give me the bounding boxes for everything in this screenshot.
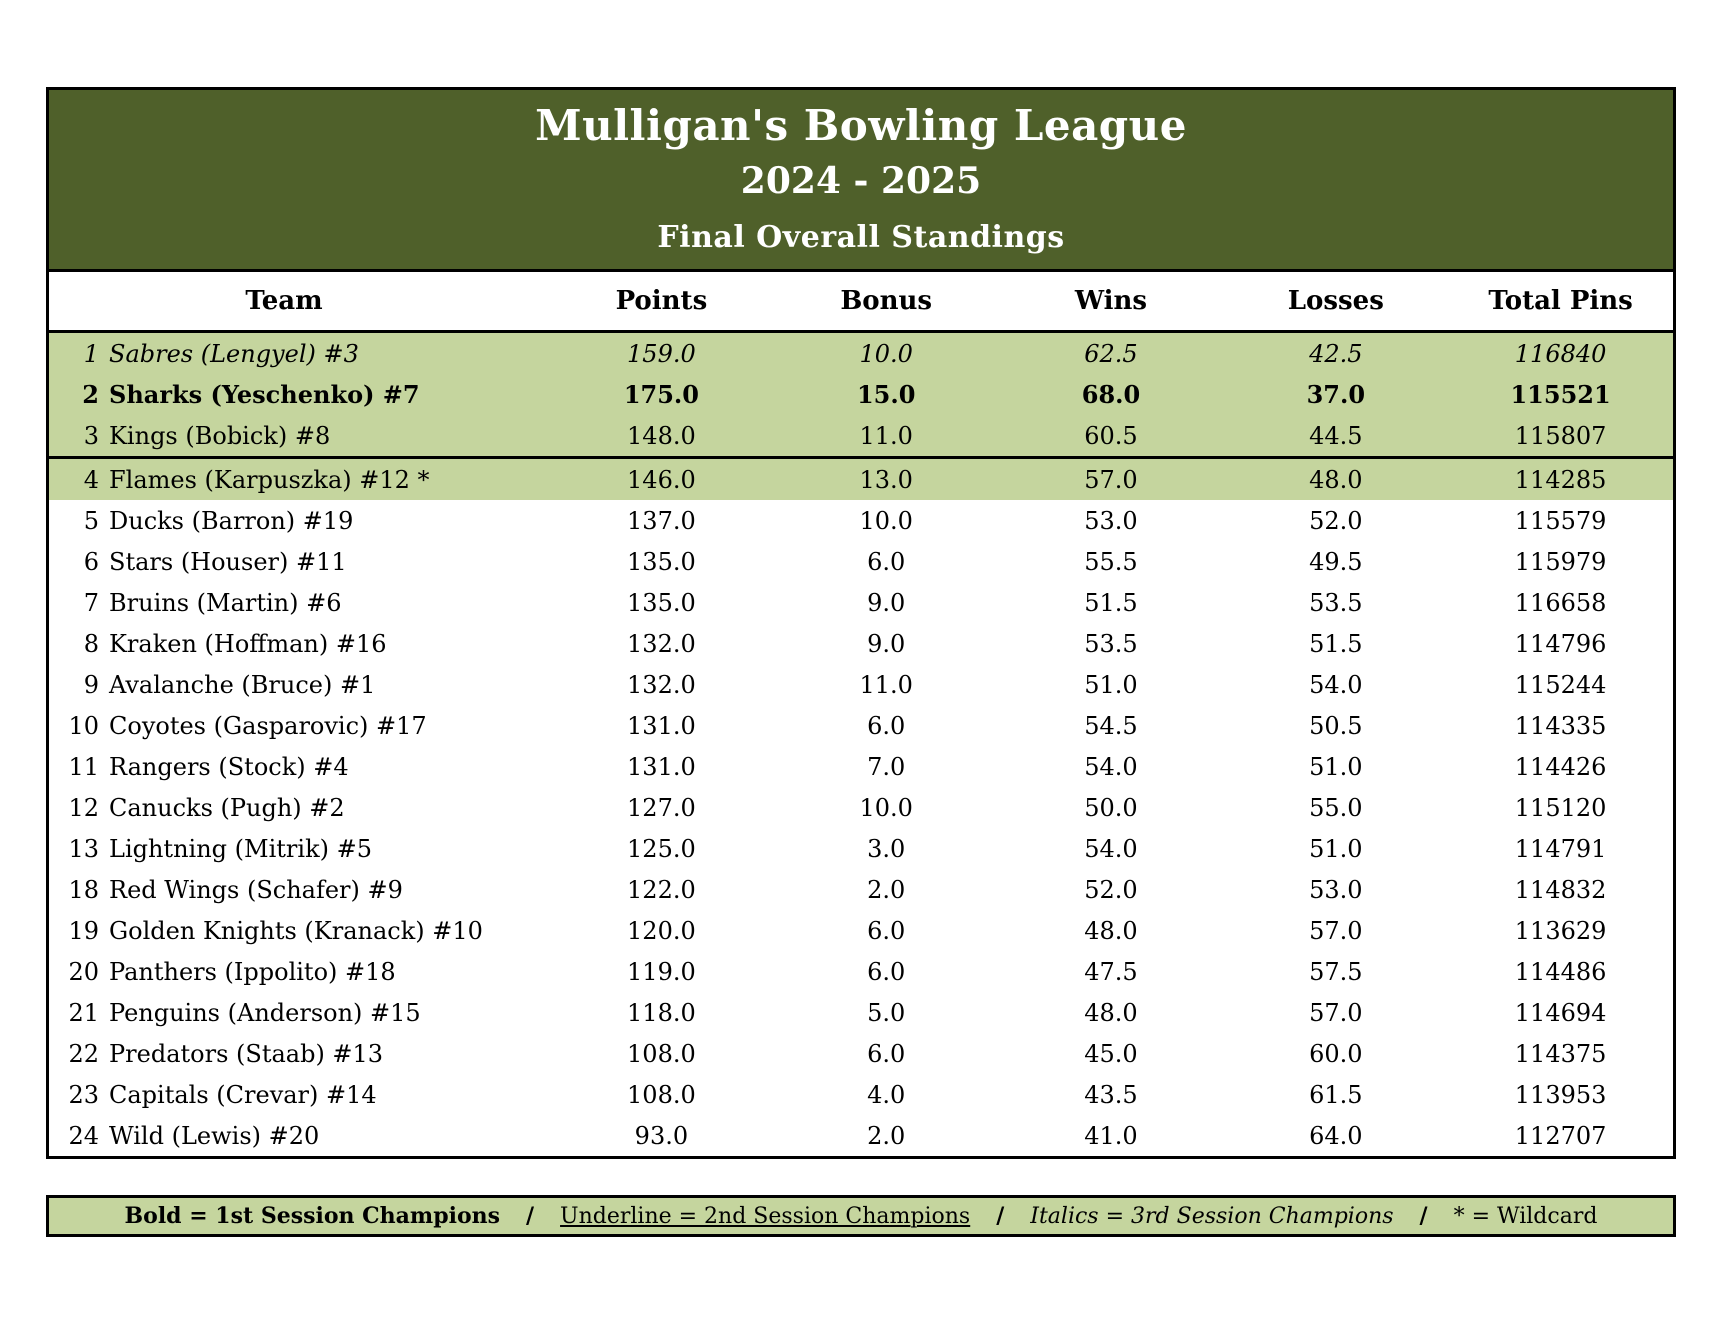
table-row — [49, 828, 1673, 869]
losses-cell: 57.0 — [1309, 916, 1363, 945]
points-cell: 122.0 — [627, 875, 696, 904]
losses-cell: 51.5 — [1309, 629, 1363, 658]
wins-cell: 55.5 — [1084, 547, 1138, 576]
rank-number: 3 — [83, 421, 99, 450]
points-cell: 120.0 — [627, 916, 696, 945]
losses-cell: 50.5 — [1309, 711, 1363, 740]
team-cell — [49, 992, 549, 1033]
points-cell: 93.0 — [634, 1121, 689, 1150]
table-row — [49, 787, 1673, 828]
points-cell: 135.0 — [627, 547, 696, 576]
wins-cell: 54.5 — [1084, 711, 1138, 740]
bonus-cell: 9.0 — [867, 629, 906, 658]
bonus-cell: 9.0 — [867, 588, 906, 617]
points-cell: 137.0 — [627, 506, 696, 535]
bonus-cell: 5.0 — [867, 998, 906, 1027]
bonus-cell: 6.0 — [867, 957, 906, 986]
col-header-total-pins: Total Pins — [1488, 286, 1633, 316]
wins-cell: 41.0 — [1084, 1121, 1138, 1150]
season-label: 2024 - 2025 — [740, 160, 982, 202]
rank-number: 23 — [68, 1080, 99, 1109]
league-title: Mulligan's Bowling League — [535, 101, 1187, 150]
total-pins-cell: 114426 — [1514, 752, 1607, 781]
standings-subtitle: Final Overall Standings — [657, 220, 1065, 255]
team-name: Wild (Lewis) #20 — [109, 1121, 320, 1150]
bonus-cell: 4.0 — [867, 1080, 906, 1109]
points-cell: 135.0 — [627, 588, 696, 617]
wins-cell: 57.0 — [999, 458, 1224, 501]
table-row — [49, 869, 1673, 910]
table-row — [49, 910, 1673, 951]
wins-cell: 54.0 — [1084, 752, 1138, 781]
bonus-cell: 6.0 — [867, 916, 906, 945]
legend-separator: / — [1419, 1203, 1428, 1229]
wins-cell: 51.5 — [1084, 588, 1138, 617]
team-name: Capitals (Crevar) #14 — [109, 1080, 377, 1109]
total-pins-cell: 114796 — [1514, 629, 1607, 658]
losses-cell: 44.5 — [1223, 415, 1448, 458]
rank-number: 22 — [68, 1039, 99, 1068]
rank-number: 18 — [68, 875, 99, 904]
table-row — [49, 1033, 1673, 1074]
losses-cell: 42.5 — [1223, 332, 1448, 375]
points-cell: 108.0 — [627, 1080, 696, 1109]
total-pins-cell: 115579 — [1514, 506, 1607, 535]
wins-cell: 48.0 — [1084, 916, 1138, 945]
points-cell: 131.0 — [627, 711, 696, 740]
team-name: Flames (Karpuszka) #12 * — [109, 465, 430, 494]
bonus-cell: 10.0 — [859, 793, 913, 822]
rank-number: 10 — [68, 711, 99, 740]
bonus-cell: 6.0 — [867, 547, 906, 576]
bonus-cell: 11.0 — [859, 670, 913, 699]
table-row — [49, 746, 1673, 787]
team-cell — [49, 746, 549, 787]
wins-cell: 51.0 — [1084, 670, 1138, 699]
losses-cell: 49.5 — [1309, 547, 1363, 576]
legend-italics — [1030, 1204, 1393, 1229]
table-row — [49, 992, 1673, 1033]
col-header-team: Team — [245, 286, 323, 316]
team-cell — [49, 623, 549, 664]
legend-separator: / — [526, 1203, 535, 1229]
col-header-wins: Wins — [1074, 286, 1148, 316]
points-cell: 146.0 — [549, 458, 774, 501]
bonus-cell: 11.0 — [774, 415, 999, 458]
team-cell — [49, 951, 549, 992]
legend-bold: Bold = 1st Session Champions — [124, 1203, 500, 1229]
standings-sheet — [46, 87, 1676, 1159]
wins-cell: 45.0 — [1084, 1039, 1138, 1068]
total-pins-cell: 114791 — [1514, 834, 1607, 863]
team-name: Sharks (Yeschenko) #7 — [109, 380, 420, 409]
bonus-cell: 2.0 — [867, 1121, 906, 1150]
team-cell — [49, 374, 549, 415]
losses-cell: 55.0 — [1309, 793, 1363, 822]
bonus-cell: 10.0 — [859, 506, 913, 535]
bonus-cell: 15.0 — [774, 374, 999, 415]
losses-cell: 51.0 — [1309, 834, 1363, 863]
points-cell: 131.0 — [627, 752, 696, 781]
table-row — [49, 541, 1673, 582]
points-cell: 118.0 — [627, 998, 696, 1027]
team-name: Kings (Bobick) #8 — [109, 421, 331, 450]
bonus-cell: 13.0 — [774, 458, 999, 501]
losses-cell: 61.5 — [1309, 1080, 1363, 1109]
rank-number: 13 — [68, 834, 99, 863]
legend-bar — [46, 1195, 1676, 1237]
team-cell — [49, 332, 549, 375]
total-pins-cell: 114285 — [1448, 458, 1673, 501]
bonus-cell: 2.0 — [867, 875, 906, 904]
points-cell: 108.0 — [627, 1039, 696, 1068]
wins-cell: 53.0 — [1084, 506, 1138, 535]
team-cell — [49, 415, 549, 458]
team-cell — [49, 787, 549, 828]
legend-underline: Underline = 2nd Session Champions — [560, 1203, 971, 1229]
table-row — [49, 1074, 1673, 1115]
title-banner — [49, 90, 1673, 272]
rank-number: 6 — [83, 547, 99, 576]
header-row — [49, 272, 1673, 332]
team-name: Red Wings (Schafer) #9 — [109, 875, 403, 904]
table-row — [49, 458, 1673, 501]
legend-italics-text: = 3rd Session Champions — [1098, 1203, 1394, 1229]
total-pins-cell: 115807 — [1448, 415, 1673, 458]
losses-cell: 53.5 — [1309, 588, 1363, 617]
team-cell — [49, 541, 549, 582]
col-header-points: Points — [615, 286, 708, 316]
total-pins-cell: 114486 — [1514, 957, 1607, 986]
total-pins-cell: 115979 — [1514, 547, 1607, 576]
wins-cell: 68.0 — [999, 374, 1224, 415]
losses-cell: 60.0 — [1309, 1039, 1363, 1068]
rank-number: 4 — [83, 465, 99, 494]
team-name: Bruins (Martin) #6 — [109, 588, 342, 617]
team-name: Penguins (Anderson) #15 — [109, 998, 421, 1027]
col-header-losses: Losses — [1287, 286, 1384, 316]
rank-number: 11 — [68, 752, 99, 781]
team-name: Sabres (Lengyel) #3 — [109, 339, 359, 368]
team-cell — [49, 705, 549, 746]
table-row — [49, 374, 1673, 415]
losses-cell: 52.0 — [1309, 506, 1363, 535]
team-cell — [49, 664, 549, 705]
team-cell — [49, 910, 549, 951]
bonus-cell: 7.0 — [867, 752, 906, 781]
team-cell — [49, 458, 549, 501]
rank-number: 8 — [83, 629, 99, 658]
team-cell — [49, 582, 549, 623]
team-cell — [49, 869, 549, 910]
total-pins-cell: 116840 — [1448, 332, 1673, 375]
rank-number: 24 — [68, 1121, 99, 1150]
table-row — [49, 582, 1673, 623]
standings-table — [49, 272, 1673, 1156]
team-name: Lightning (Mitrik) #5 — [109, 834, 372, 863]
col-header-bonus: Bonus — [840, 286, 933, 316]
losses-cell: 54.0 — [1309, 670, 1363, 699]
legend-italics-word: Italics — [1030, 1203, 1099, 1229]
bonus-cell: 6.0 — [867, 1039, 906, 1068]
table-row — [49, 500, 1673, 541]
total-pins-cell: 116658 — [1514, 588, 1607, 617]
rank-number: 5 — [83, 506, 99, 535]
team-cell — [49, 1074, 549, 1115]
team-name: Stars (Houser) #11 — [109, 547, 347, 576]
points-cell: 127.0 — [627, 793, 696, 822]
total-pins-cell: 115521 — [1448, 374, 1673, 415]
points-cell: 119.0 — [627, 957, 696, 986]
team-cell — [49, 1115, 549, 1156]
total-pins-cell: 115120 — [1514, 793, 1607, 822]
rank-number: 12 — [68, 793, 99, 822]
team-name: Avalanche (Bruce) #1 — [109, 670, 376, 699]
team-cell — [49, 828, 549, 869]
team-name: Kraken (Hoffman) #16 — [109, 629, 387, 658]
total-pins-cell: 114832 — [1514, 875, 1607, 904]
legend-separator: / — [996, 1203, 1005, 1229]
points-cell: 159.0 — [549, 332, 774, 375]
losses-cell: 57.5 — [1309, 957, 1363, 986]
points-cell: 148.0 — [549, 415, 774, 458]
total-pins-cell: 114375 — [1514, 1039, 1607, 1068]
table-row — [49, 1115, 1673, 1156]
losses-cell: 37.0 — [1223, 374, 1448, 415]
rank-number: 9 — [83, 670, 99, 699]
wins-cell: 50.0 — [1084, 793, 1138, 822]
team-name: Ducks (Barron) #19 — [109, 506, 354, 535]
wins-cell: 60.5 — [999, 415, 1224, 458]
rank-number: 21 — [68, 998, 99, 1027]
losses-cell: 48.0 — [1223, 458, 1448, 501]
total-pins-cell: 113629 — [1514, 916, 1607, 945]
team-name: Rangers (Stock) #4 — [109, 752, 349, 781]
rank-number: 1 — [83, 339, 99, 368]
total-pins-cell: 112707 — [1514, 1121, 1607, 1150]
bonus-cell: 3.0 — [867, 834, 906, 863]
wins-cell: 43.5 — [1084, 1080, 1138, 1109]
losses-cell: 64.0 — [1309, 1121, 1363, 1150]
team-name: Panthers (Ippolito) #18 — [109, 957, 396, 986]
wins-cell: 62.5 — [999, 332, 1224, 375]
table-row — [49, 623, 1673, 664]
team-name: Coyotes (Gasparovic) #17 — [109, 711, 427, 740]
table-row — [49, 664, 1673, 705]
losses-cell: 53.0 — [1309, 875, 1363, 904]
legend-wildcard: * = Wildcard — [1453, 1203, 1598, 1229]
rank-number: 2 — [82, 380, 99, 409]
table-row — [49, 951, 1673, 992]
wins-cell: 53.5 — [1084, 629, 1138, 658]
total-pins-cell: 114335 — [1514, 711, 1607, 740]
rank-number: 20 — [68, 957, 99, 986]
table-row — [49, 705, 1673, 746]
table-row — [49, 332, 1673, 375]
team-name: Golden Knights (Kranack) #10 — [109, 916, 483, 945]
total-pins-cell: 113953 — [1514, 1080, 1607, 1109]
bonus-cell: 6.0 — [867, 711, 906, 740]
points-cell: 125.0 — [627, 834, 696, 863]
losses-cell: 57.0 — [1309, 998, 1363, 1027]
team-name: Predators (Staab) #13 — [109, 1039, 384, 1068]
losses-cell: 51.0 — [1309, 752, 1363, 781]
rank-number: 7 — [83, 588, 99, 617]
total-pins-cell: 115244 — [1514, 670, 1607, 699]
rank-number: 19 — [68, 916, 99, 945]
total-pins-cell: 114694 — [1514, 998, 1607, 1027]
team-cell — [49, 1033, 549, 1074]
team-name: Canucks (Pugh) #2 — [109, 793, 345, 822]
wins-cell: 52.0 — [1084, 875, 1138, 904]
team-cell — [49, 500, 549, 541]
wins-cell: 54.0 — [1084, 834, 1138, 863]
table-row — [49, 415, 1673, 458]
wins-cell: 47.5 — [1084, 957, 1138, 986]
bonus-cell: 10.0 — [774, 332, 999, 375]
wins-cell: 48.0 — [1084, 998, 1138, 1027]
points-cell: 175.0 — [549, 374, 774, 415]
points-cell: 132.0 — [627, 629, 696, 658]
points-cell: 132.0 — [627, 670, 696, 699]
